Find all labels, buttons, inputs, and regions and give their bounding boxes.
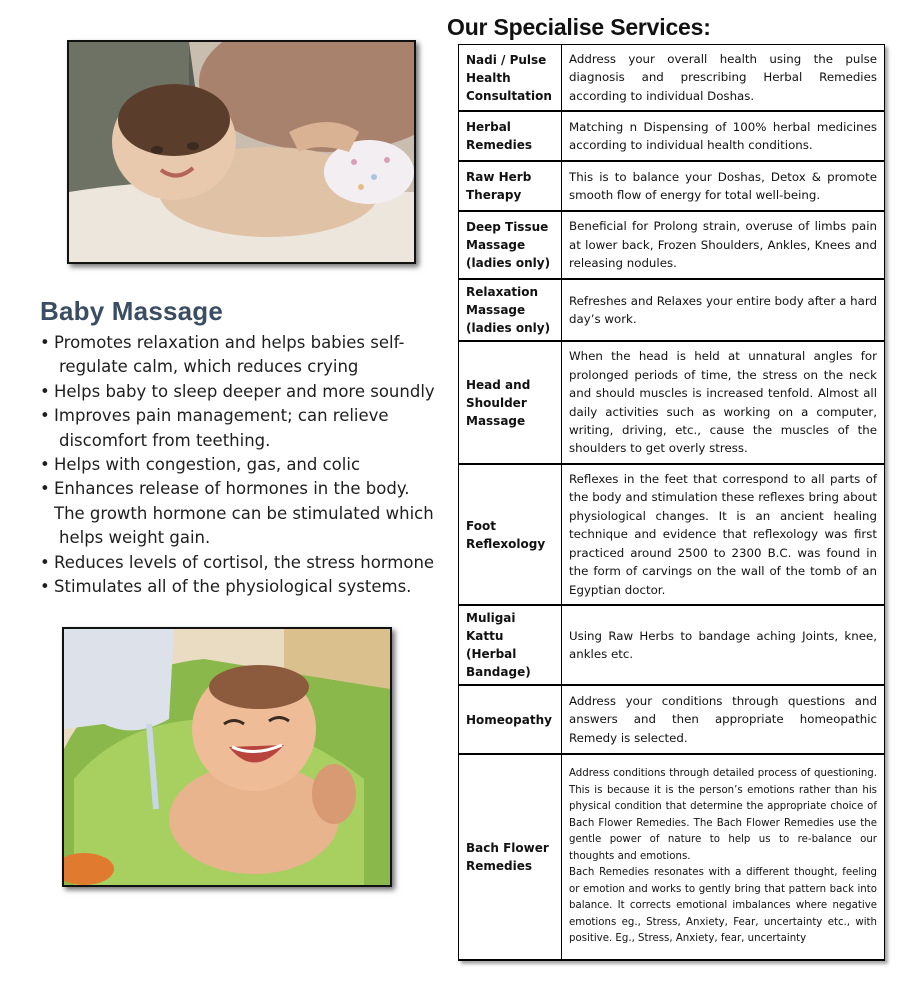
table-row <box>458 280 885 342</box>
benefit-line: Enhances release of hormones in the body. <box>54 479 410 499</box>
baby-bath-illustration <box>64 629 390 885</box>
service-name: Bach Flower Remedies <box>458 755 562 961</box>
benefit-line: Helps with congestion, gas, and colic <box>54 455 361 475</box>
benefit-line: The growth hormone can be stimulated which <box>54 503 434 523</box>
table-row <box>458 606 885 686</box>
benefit-line: Reduces levels of cortisol, the stress hormone <box>54 552 435 572</box>
services-table <box>458 44 885 961</box>
table-row <box>458 686 885 755</box>
benefit-line: Stimulates all of the physiological systems. <box>54 577 412 597</box>
benefit-line: Helps baby to sleep deeper and more soundly <box>54 381 435 401</box>
baby-massage-photo <box>67 40 416 264</box>
service-name: Raw Herb Therapy <box>458 162 562 212</box>
table-row <box>458 342 885 465</box>
service-description <box>562 755 885 961</box>
service-description: Refreshes and Relaxes your entire body after a hard day’s work. <box>562 280 885 342</box>
service-description: Using Raw Herbs to bandage aching Joints, knee, ankles etc. <box>562 606 885 686</box>
benefit-line: discomfort from teething. <box>59 430 271 450</box>
benefit-item <box>40 575 440 599</box>
service-name: Foot Reflexology <box>458 465 562 606</box>
baby-massage-benefits <box>40 331 440 599</box>
table-row <box>458 162 885 212</box>
service-name: Head and Shoulder Massage <box>458 342 562 465</box>
service-name: Deep Tissue Massage (ladies only) <box>458 212 562 280</box>
benefit-item <box>40 331 440 380</box>
benefit-line: Improves pain management; can relieve <box>54 406 389 426</box>
service-description: Address your conditions through questions and answers and then appropriate homeopathic Remedy is selected. <box>562 686 885 755</box>
table-row <box>458 112 885 162</box>
service-name: Homeopathy <box>458 686 562 755</box>
baby-lap-illustration <box>69 42 414 262</box>
service-name: Relaxation Massage (ladies only) <box>458 280 562 342</box>
service-name: Nadi / Pulse Health Consultation <box>458 44 562 112</box>
service-description-paragraph: Bach Remedies resonates with a different thought, feeling or emotion and works to gently bring that pattern back into balance. It corrects emotional imbalances where negative emotions eg., Stress, Anxiety, Fear, uncertainty etc., with positive. Eg., Stress, Anxiety, fear, uncertainty <box>569 867 877 945</box>
service-description: This is to balance your Doshas, Detox & promote smooth flow of energy for total well-being. <box>562 162 885 212</box>
table-row <box>458 212 885 280</box>
benefit-item <box>40 551 440 575</box>
benefit-line: Promotes relaxation and helps babies self- <box>54 333 405 352</box>
benefit-item <box>40 404 440 453</box>
service-description: When the head is held at unnatural angles for prolonged periods of time, the stress on the neck and should muscles is increased tenfold. Almost all daily activities such as working on a computer, writing, driving, etc., cause the muscles of the shoulders to get overly stress. <box>562 342 885 465</box>
service-description: Matching n Dispensing of 100% herbal medicines according to individual health conditions. <box>562 112 885 162</box>
services-title: Our Specialise Services: <box>447 14 711 40</box>
table-row <box>458 44 885 112</box>
benefit-line: helps weight gain. <box>59 528 211 548</box>
service-name: Herbal Remedies <box>458 112 562 162</box>
benefit-item <box>40 380 440 404</box>
service-name: Muligai Kattu (Herbal Bandage) <box>458 606 562 686</box>
service-description: Address your overall health using the pulse diagnosis and prescribing Herbal Remedies according to individual Doshas. <box>562 44 885 112</box>
table-row <box>458 465 885 606</box>
service-description: Reflexes in the feet that correspond to all parts of the body and stimulation these reflexes bring about physiological changes. It is an ancient healing technique and evidence that reflexology was first practiced around 2500 to 2300 B.C. was found in the form of carvings on the wall of the tomb of an Egyptian doctor. <box>562 465 885 606</box>
baby-massage-title: Baby Massage <box>40 296 224 326</box>
service-description-paragraph: Address conditions through detailed process of questioning. This is because it is the person’s emotions rather than his physical condition that determine the appropriate choice of Bach Flower Remedies. The Bach Flower Remedies use the gentle power of nature to help us to re-balance our thoughts and emotions. <box>569 768 877 862</box>
baby-bath-photo <box>62 627 392 887</box>
benefit-item <box>40 477 440 550</box>
table-row <box>458 755 885 961</box>
benefit-line: regulate calm, which reduces crying <box>59 357 359 377</box>
service-description: Beneficial for Prolong strain, overuse of limbs pain at lower back, Frozen Shoulders, Ankles, Knees and releasing nodules. <box>562 212 885 280</box>
benefit-item <box>40 453 440 477</box>
